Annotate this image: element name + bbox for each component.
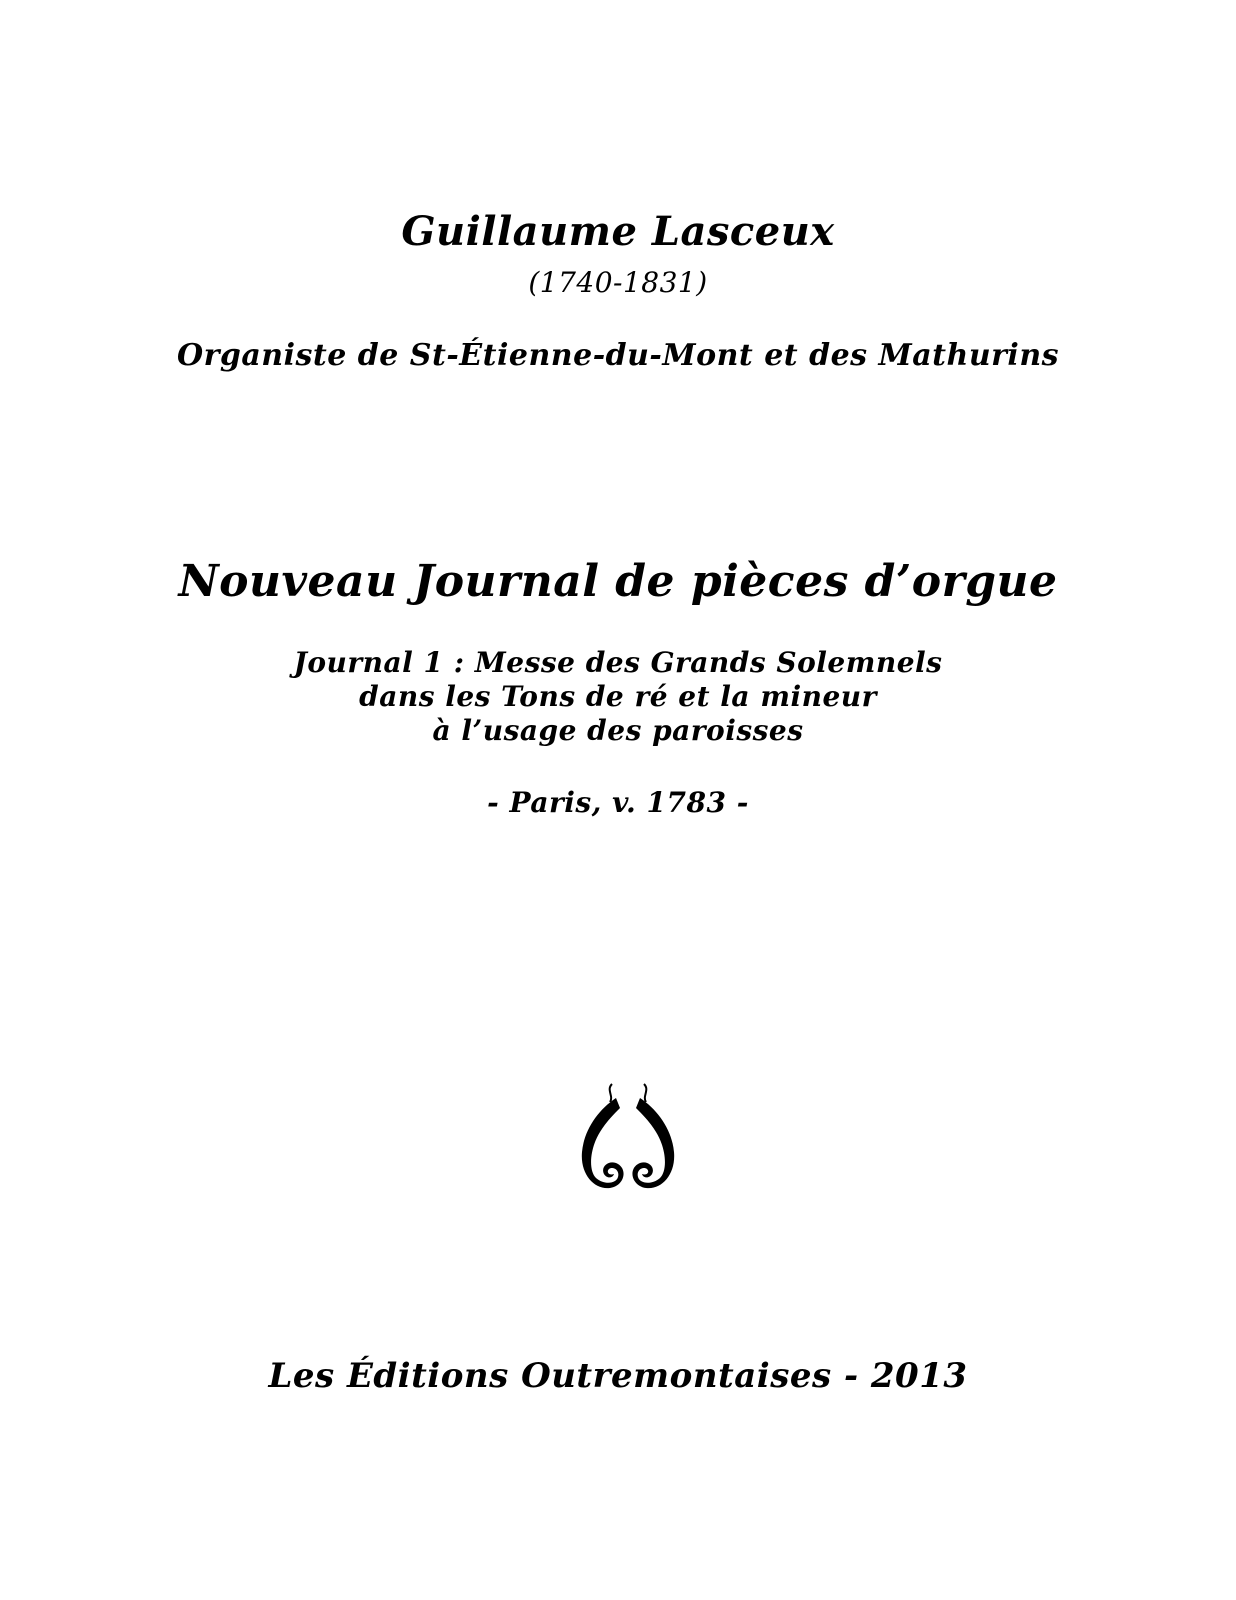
fleuron-ornament-icon	[576, 1080, 680, 1198]
subtitle-line-2: dans les Tons de ré et la mineur	[359, 680, 877, 713]
work-title: Nouveau Journal de pièces d’orgue	[178, 556, 1058, 607]
left-scroll	[582, 1084, 624, 1188]
right-scroll	[632, 1084, 674, 1188]
composer-name: Guillaume Lasceux	[401, 208, 835, 255]
composer-role: Organiste de St-Étienne-du-Mont et des Mathurins	[176, 338, 1060, 373]
subtitle-line-1: Journal 1 : Messe des Grands Solemnels	[293, 646, 943, 679]
subtitle-line-3: à l’usage des paroisses	[432, 714, 804, 747]
composer-dates: (1740-1831)	[528, 266, 708, 299]
place-date: - Paris, v. 1783 -	[487, 786, 749, 819]
publisher-line: Les Éditions Outremontaises - 2013	[268, 1356, 968, 1396]
